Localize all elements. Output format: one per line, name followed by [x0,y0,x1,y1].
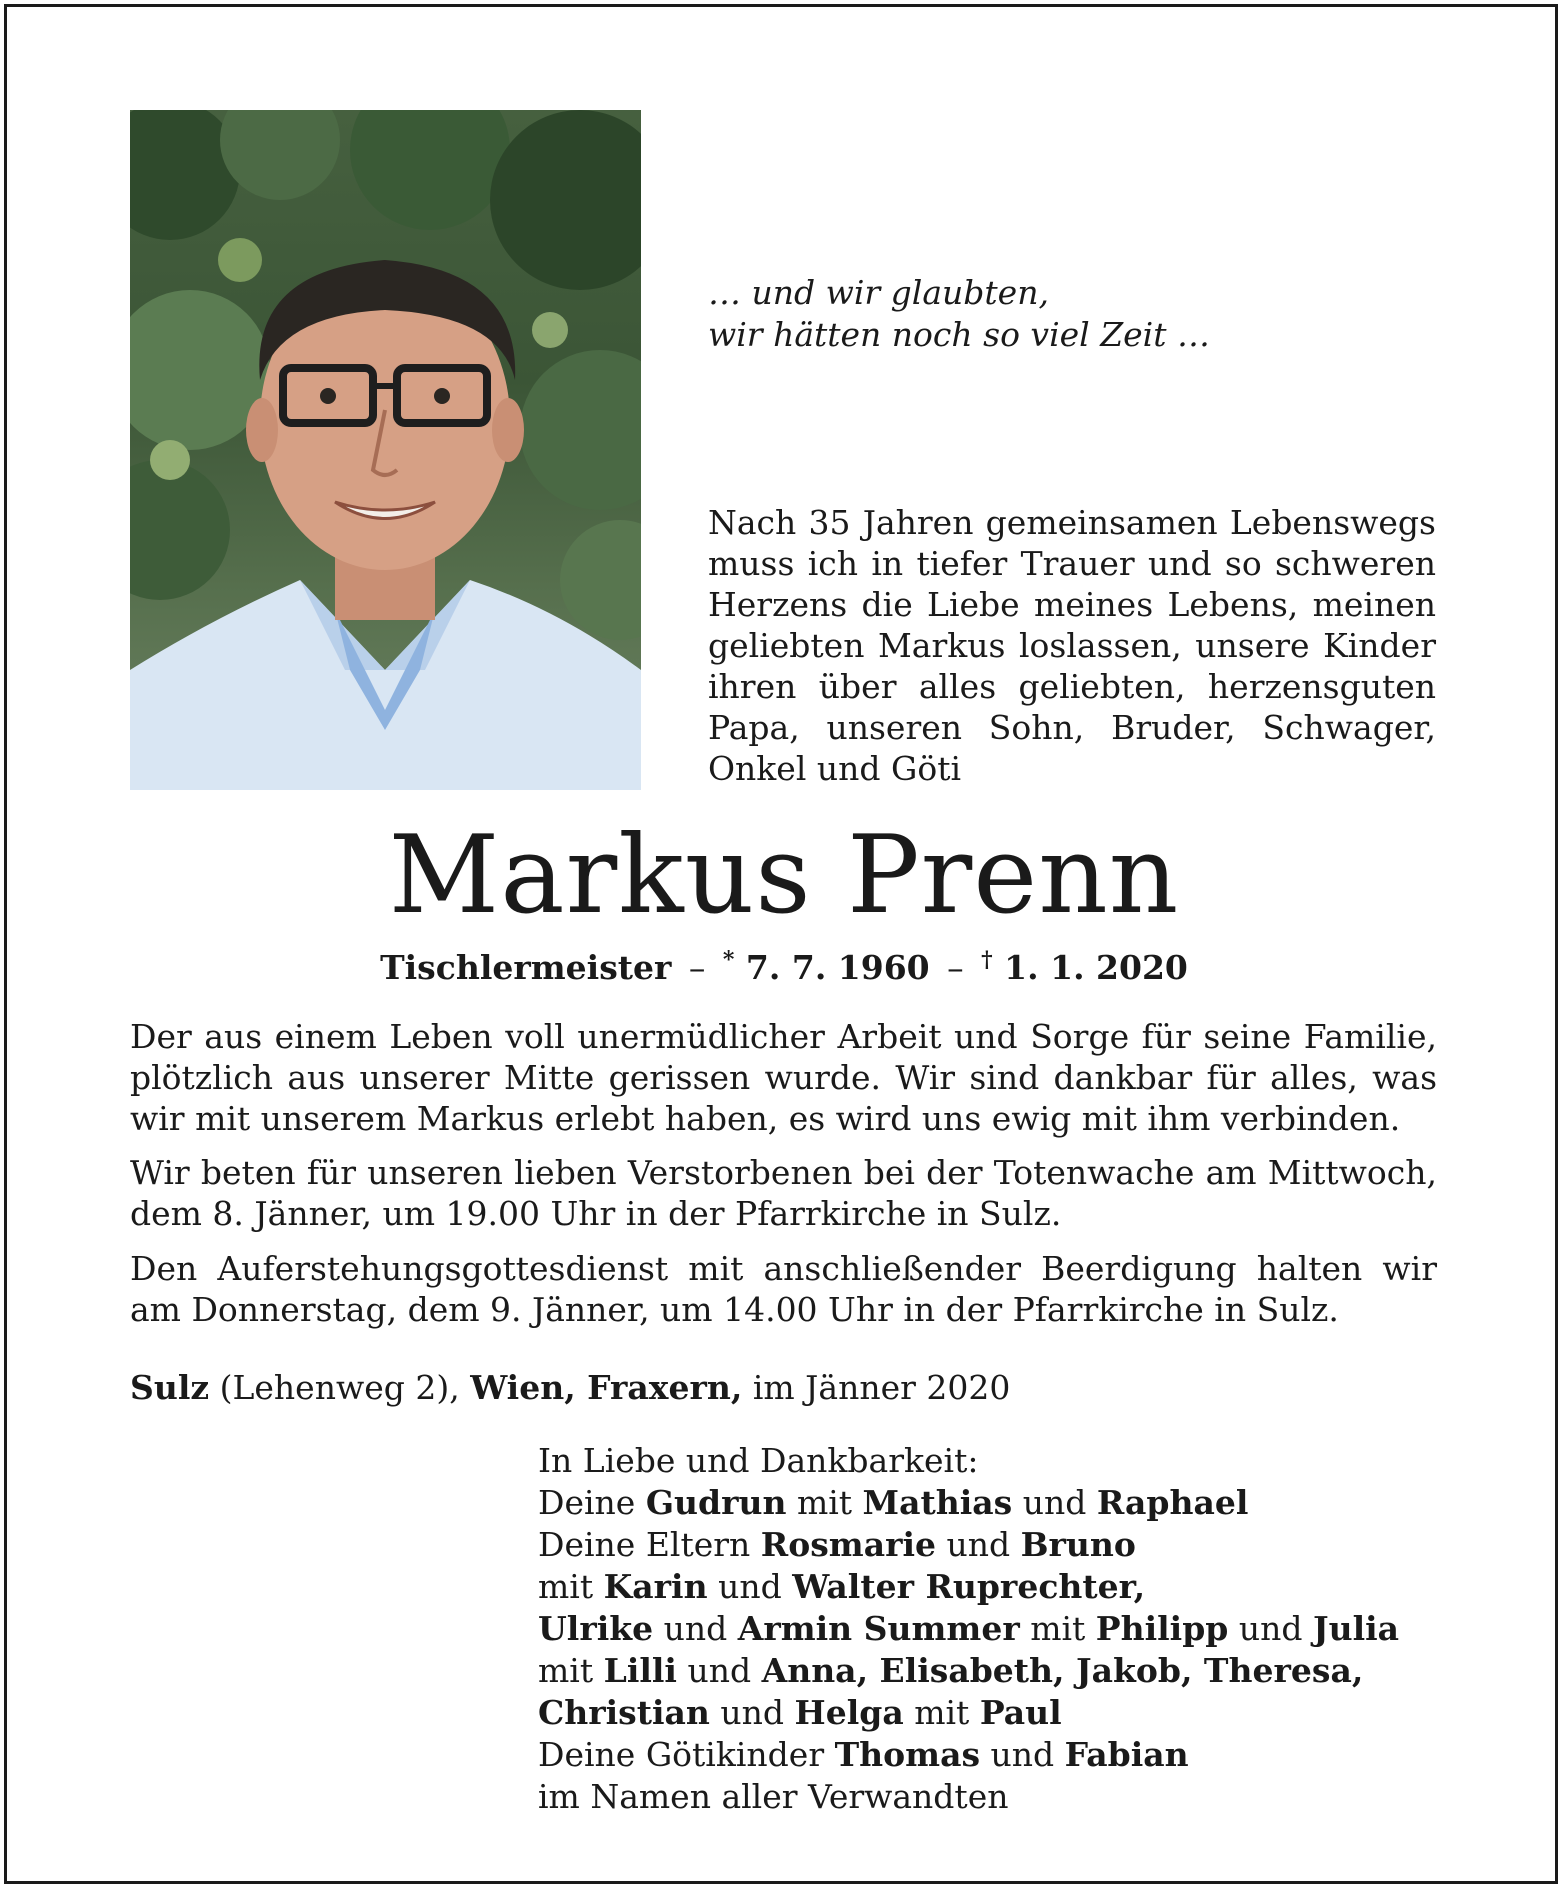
mourner-name: Philipp [1095,1609,1229,1648]
place-date: im Jänner 2020 [742,1368,1011,1407]
intro-line: muss ich in tiefer Trauer und so schweren [708,544,1436,583]
signature-line [538,1566,1399,1608]
mourner-name: Ulrike [538,1609,654,1648]
text: mit [903,1693,980,1732]
mourner-name: Paul [979,1693,1062,1732]
text: und [980,1735,1065,1774]
text: mit [1019,1609,1096,1648]
intro-line: Papa, unseren Sohn, Bruder, Schwager, [708,708,1436,747]
mourner-name: Gudrun [645,1483,787,1522]
quote-line-2: wir hätten noch so viel Zeit … [708,315,1210,354]
paragraph-wake: Wir beten für unseren lieben Verstorbenen bei der Totenwache am Mittwoch, dem 8. Jänner, um 19.00 Uhr in der Pfarrkirche in Sulz. [130,1153,1437,1233]
text: und [676,1651,762,1690]
text: mit [538,1651,604,1690]
intro-line: Nach 35 Jahren gemeinsamen Lebenswegs [708,503,1436,542]
text: Deine Götikinder [538,1735,835,1774]
intro-line: Onkel und Göti [708,749,962,788]
text: und [936,1525,1021,1564]
birth-symbol: * [722,947,735,973]
signature-line [538,1650,1399,1692]
signature-heading: In Liebe und Dankbarkeit: [538,1441,979,1480]
place-town: Sulz [130,1368,210,1407]
birth-date: 7. 7. 1960 [745,948,930,987]
place-address: (Lehenweg 2), [209,1368,471,1407]
mourner-name: Mathias [862,1483,1013,1522]
mourner-name: Bruno [1020,1525,1136,1564]
mourner-name: Helga [794,1693,904,1732]
mourner-name: Armin Summer [737,1609,1020,1648]
deceased-name: Markus Prenn [388,813,1180,938]
mourner-name: Julia [1313,1609,1400,1648]
text: und [1012,1483,1097,1522]
text: und [653,1609,738,1648]
signature-closing: im Namen aller Verwandten [538,1777,1009,1816]
text: Deine Eltern [538,1525,761,1564]
place-towns: Wien, Fraxern, [470,1368,743,1407]
text: Deine [538,1483,646,1522]
signature-block [538,1440,1399,1818]
mourner-name: Lilli [603,1651,677,1690]
quote-line-1: … und wir glaubten, [708,273,1049,312]
mourner-name: Thomas [834,1735,981,1774]
death-date: 1. 1. 2020 [1004,948,1188,987]
separator: – [688,948,706,987]
signature-line [538,1692,1399,1734]
signature-line [538,1734,1399,1776]
paragraph-funeral: Den Auferstehungsgottesdienst mit anschließender Beerdigung halten wir am Donnerstag, dem 9. Jänner, um 14.00 Uhr in der Pfarrkirche in Sulz. [130,1249,1437,1329]
intro-line: Herzens die Liebe meines Lebens, meinen [708,585,1436,624]
signature-line [538,1482,1399,1524]
text: und [707,1567,793,1606]
text: und [709,1693,795,1732]
text: mit [786,1483,863,1522]
portrait-photo [130,110,641,790]
place-date-line [130,1366,1010,1410]
profession: Tischlermeister [380,948,672,987]
signature-line [538,1524,1399,1566]
intro-line: geliebten Markus loslassen, unsere Kinder [708,626,1436,665]
signature-line [538,1608,1399,1650]
mourner-name: Raphael [1096,1483,1249,1522]
mourner-name: Walter Ruprechter, [792,1567,1146,1606]
death-symbol: † [981,947,993,973]
mourner-name: Karin [603,1567,708,1606]
portrait-illustration [130,110,641,790]
mourner-name: Fabian [1064,1735,1189,1774]
separator: – [947,948,964,987]
paragraph-life: Der aus einem Leben voll unermüdlicher Arbeit und Sorge für seine Familie, plötzlich aus unserer Mitte gerissen wurde. Wir sind dankbar für alles, was wir mit unserem Markus erlebt haben, es wird uns ewig mit ihm verbinden. [130,1017,1437,1138]
subtitle-line [0,938,1568,990]
text: und [1228,1609,1313,1648]
intro-line: ihren über alles geliebten, herzensguten [708,667,1436,706]
mourner-name: Rosmarie [760,1525,937,1564]
intro-text [708,502,1436,789]
mourner-name: Anna, Elisabeth, Jakob, Theresa, [761,1651,1364,1690]
mourner-name: Christian [538,1693,710,1732]
text: mit [538,1567,604,1606]
quote [708,272,1210,356]
